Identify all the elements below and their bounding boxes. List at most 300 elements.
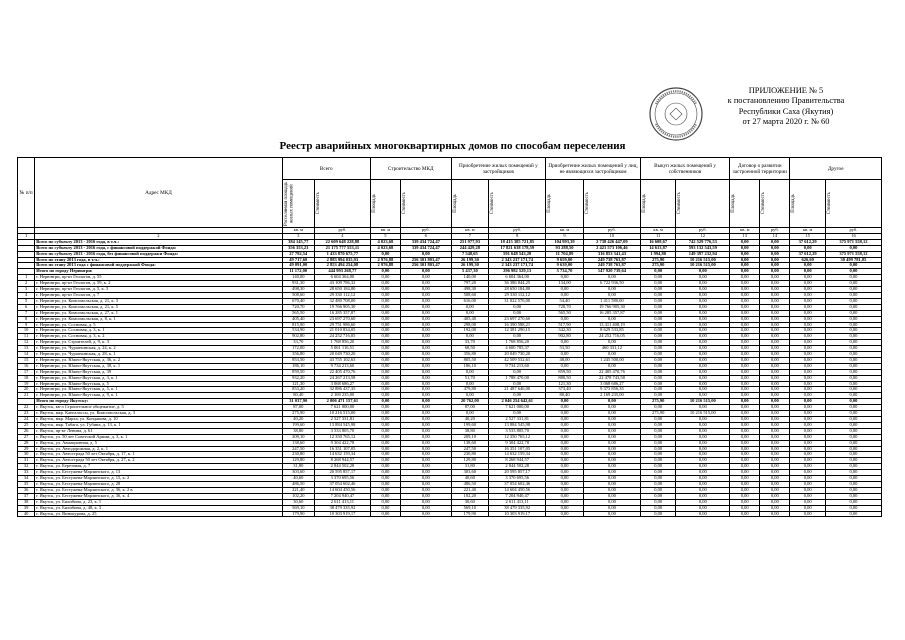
cell-area: 0,00 [640,464,676,470]
row-address: г. Нерюнгри, ул. Южно-Якутская, д. 9, к. 1 [35,393,282,399]
cell-cost: 36 386 844,25 [489,281,546,287]
header-sub: Стоимость [583,180,640,228]
cell-cost: 0,00 [583,340,640,346]
cell-cost: 0,00 [400,340,451,346]
cell-cost: 3 370 695,56 [489,476,546,482]
cell-cost: 0,00 [489,310,546,316]
cell-area: 31 037,90 [282,399,314,405]
cell-area: 0,00 [370,417,400,423]
column-number: 11 [640,233,676,239]
row-number: 14 [18,352,35,358]
header-sub: Стоимость [825,180,881,228]
cell-area: 192,00 [451,328,489,334]
cell-area: 30,60 [282,499,314,505]
cell-area: 87,00 [282,405,314,411]
cell-cost: 2 844 502,28 [489,464,546,470]
row-address: г. Нерюнгри, ул. Сосновая, д. 5 [35,322,282,328]
cell-area: 0,00 [730,322,760,328]
cell-cost: 2 738 426 447,09 [583,239,640,245]
cell-area: 0,00 [546,340,584,346]
cell-area: 0,00 [730,310,760,316]
cell-area: 244 429,28 [451,245,489,251]
cell-area: 0,00 [730,487,760,493]
cell-cost: 0,00 [400,381,451,387]
cell-area: 0,00 [730,352,760,358]
cell-cost: 28 650 184,80 [489,287,546,293]
cell-area: 37 612,29 [790,251,826,257]
cell-area: 0,00 [790,464,826,470]
cell-area: 0,00 [370,481,400,487]
cell-area: 0,00 [640,434,676,440]
cell-area: 209,10 [451,434,489,440]
cell-area: 0,00 [370,304,400,310]
cell-cost: 0,00 [760,434,790,440]
cell-area: 0,00 [451,369,489,375]
column-number: 2 [35,233,282,239]
cell-cost: 0,00 [825,381,881,387]
cell-cost: 0,00 [760,499,790,505]
cell-area: 275,90 [640,263,676,269]
cell-area: 0,00 [370,287,400,293]
cell-area: 0,00 [370,393,400,399]
row-address: г. Якутск, ул. 50 лет Советской Армии, д. 3, к. 1 [35,434,282,440]
cell-cost: 0,00 [676,499,730,505]
cell-area: 9 639,00 [546,263,584,269]
cell-area: 0,00 [370,405,400,411]
header-num: № п/п [18,158,35,228]
cell-cost: 2 883 994 035,93 [314,257,370,263]
header-group: Договор о развитии застроенной территории [730,158,790,180]
cell-cost: 0,00 [676,511,730,517]
row-number: 17 [18,369,35,375]
cell-area: 0,00 [640,428,676,434]
row-address: г. Якутск, ул. Бестужева-Марлинского, д. 36, к. 2 в [35,487,282,493]
cell-area: 0,00 [370,340,400,346]
cell-cost: 0,00 [760,452,790,458]
cell-cost: 19 766 905,30 [583,304,640,310]
cell-area: 0,00 [546,511,584,517]
header-group: Всего [282,158,370,180]
cell-cost: 0,00 [825,464,881,470]
cell-cost: 339 434 724,47 [400,245,451,251]
cell-cost: 0,00 [760,422,790,428]
cell-cost: 0,00 [760,316,790,322]
cell-cost: 3 068 686,27 [314,381,370,387]
cell-area: 121,30 [282,381,314,387]
cell-cost: 0,00 [825,269,881,275]
cell-area: 0,00 [640,476,676,482]
cell-cost: 0,00 [400,399,451,405]
row-address: г. Нерюнгри, ул. Южно-Якутская, д. 39 [35,369,282,375]
cell-area: 0,00 [790,310,826,316]
row-address: г. Якутск, кв-л Строительное общежитие, д. 5 [35,405,282,411]
cell-area: 0,00 [790,387,826,393]
cell-area: 53,50 [546,346,584,352]
table-body [18,239,882,517]
column-number: 12 [676,233,730,239]
row-number: 32 [18,464,35,470]
cell-area: 0,00 [546,464,584,470]
cell-cost: 9 304 422,78 [489,440,546,446]
cell-cost: 20 595 857,17 [489,470,546,476]
cell-cost: 3 533 805,70 [489,428,546,434]
cell-area: 0,00 [730,298,760,304]
cell-area: 48,00 [546,357,584,363]
row-address: г. Нерюнгри, ул. Строителей, д. 9, к. 3 [35,340,282,346]
cell-cost: 0,00 [825,316,881,322]
cell-cost: 8 268 944,57 [489,458,546,464]
cell-area: 0,00 [370,346,400,352]
cell-area: 0,00 [370,281,400,287]
cell-cost: 16 390 588,21 [489,322,546,328]
cell-area: 0,00 [730,263,760,269]
cell-area: 0,00 [370,428,400,434]
cell-cost: 0,00 [489,304,546,310]
cell-cost: 0,00 [583,411,640,417]
cell-cost: 593 132 543,59 [676,245,730,251]
cell-cost: 0,00 [400,363,451,369]
cell-area: 859,50 [282,369,314,375]
cell-area: 0,00 [640,369,676,375]
row-number: 16 [18,363,35,369]
cell-area: 356,80 [451,352,489,358]
cell-area: 0,00 [370,440,400,446]
cell-cost: 0,00 [583,458,640,464]
cell-cost: 0,00 [760,411,790,417]
unit-label: кв. м [451,228,489,234]
cell-area: 0,00 [640,470,676,476]
cell-cost: 0,00 [760,298,790,304]
cell-cost: 29 330 112,12 [489,292,546,298]
row-address: г. Якутск, мкр. Кангалассы, ул. Комсомольская, д. 3 [35,411,282,417]
cell-cost: 147 920 739,64 [583,269,640,275]
cell-cost: 14 632 159,34 [314,452,370,458]
cell-area: 0,00 [640,422,676,428]
row-number: 5 [18,298,35,304]
cell-cost: 0,00 [400,298,451,304]
cell-cost: 0,00 [676,470,730,476]
cell-cost: 2 611 413,11 [314,499,370,505]
header-sub: Расселяемая площадь жилых помещений [282,180,314,228]
cell-cost: 460 331,12 [583,346,640,352]
cell-cost: 0,00 [676,363,730,369]
cell-area: 138,60 [451,440,489,446]
cell-cost: 9 304 422,78 [314,440,370,446]
cell-area: 0,00 [730,275,760,281]
cell-area: 0,00 [730,239,760,245]
cell-cost: 0,00 [400,393,451,399]
cell-cost: 7 621 000,00 [314,405,370,411]
row-number: 37 [18,493,35,499]
cell-cost: 0,00 [583,440,640,446]
cell-area: 0,00 [730,452,760,458]
cell-area: 26 199,30 [451,263,489,269]
cell-area: 0,00 [790,487,826,493]
cell-cost: 0,00 [760,381,790,387]
registry-table [17,157,882,517]
cell-area: 720,70 [282,304,314,310]
row-number: 9 [18,322,35,328]
cell-area: 0,00 [546,434,584,440]
cell-cost: 0,00 [676,505,730,511]
cell-area: 853,50 [282,357,314,363]
header-sub: Стоимость [314,180,370,228]
cell-area: 0,00 [730,257,760,263]
cell-area: 247,50 [451,446,489,452]
cell-area: 0,00 [790,287,826,293]
cell-area: 5 437,30 [451,269,489,275]
cell-cost: 0,00 [676,487,730,493]
unit-label: руб. [314,228,370,234]
cell-cost: 0,00 [760,328,790,334]
cell-cost: 0,00 [760,369,790,375]
cell-area: 0,00 [640,487,676,493]
row-address: г. Нерюнгри, пр-кт Геологов, д. 55 [35,275,282,281]
cell-area: 0,00 [370,499,400,505]
unit-label: кв. м [640,228,676,234]
cell-area: 569,10 [282,505,314,511]
cell-area: 5 734,70 [546,269,584,275]
column-number: 15 [790,233,826,239]
cell-area: 0,00 [640,298,676,304]
cell-area: 275,90 [640,257,676,263]
row-number: 6 [18,304,35,310]
cell-cost: 0,00 [583,287,640,293]
cell-cost: 2 853 494 254,08 [314,263,370,269]
cell-cost: 0,00 [676,493,730,499]
cell-cost: 0,00 [760,446,790,452]
column-number: 5 [370,233,400,239]
cell-cost: 0,00 [676,357,730,363]
cell-area: 0,00 [790,505,826,511]
cell-area: 670,40 [282,298,314,304]
cell-area: 0,00 [730,464,760,470]
cell-cost: 0,00 [583,446,640,452]
row-number: 12 [18,340,35,346]
cell-area: 0,00 [730,334,760,340]
cell-area: 49 091,00 [282,263,314,269]
cell-cost: 7 204 940,47 [489,493,546,499]
cell-cost: 4 600 785,37 [489,346,546,352]
cell-area: 102,20 [282,493,314,499]
cell-cost: 2 343 237 171,74 [489,263,546,269]
cell-area: 0,00 [370,310,400,316]
cell-area: 486,50 [282,481,314,487]
cell-area: 797,20 [451,281,489,287]
cell-cost: 0,00 [760,493,790,499]
cell-cost: 0,00 [760,269,790,275]
cell-area: 0,00 [730,269,760,275]
cell-area: 40,20 [282,417,314,423]
cell-area: 0,00 [370,328,400,334]
cell-cost: 0,00 [400,428,451,434]
cell-area: 0,00 [370,493,400,499]
cell-cost: 32 886 437,35 [314,387,370,393]
cell-cost: 0,00 [583,476,640,482]
cell-area: 14 613,87 [640,245,676,251]
cell-cost: 0,00 [400,287,451,293]
cell-cost: 0,00 [400,511,451,517]
cell-cost: 0,00 [760,481,790,487]
cell-area: 0,00 [730,470,760,476]
cell-area: 33,70 [282,340,314,346]
cell-cost: 0,00 [760,399,790,405]
cell-area: 0,00 [790,357,826,363]
header-group: Выкуп жилых помещений у собственников [640,158,729,180]
cell-cost: 22 405 470,76 [314,369,370,375]
cell-cost: 0,00 [676,387,730,393]
cell-area: 0,00 [546,481,584,487]
cell-area: 0,00 [730,393,760,399]
cell-area: 534,90 [282,328,314,334]
cell-cost: 0,00 [825,499,881,505]
cell-cost: 16 285 357,87 [583,310,640,316]
cell-cost: 0,00 [825,493,881,499]
cell-area: 0,00 [790,399,826,405]
cell-cost: 0,00 [400,481,451,487]
cell-cost: 0,00 [676,434,730,440]
cell-area: 0,00 [790,434,826,440]
cell-cost: 339 434 724,47 [400,239,451,245]
cell-cost: 17 821 638 178,59 [489,245,546,251]
cell-area: 0,00 [451,393,489,399]
cell-cost: 19 766 905,30 [314,304,370,310]
cell-cost: 29 751 986,60 [314,322,370,328]
cell-cost: 0,00 [676,346,730,352]
cell-area: 31,80 [451,464,489,470]
cell-area: 0,00 [370,470,400,476]
cell-cost: 0,00 [676,304,730,310]
cell-cost: 0,00 [489,393,546,399]
cell-area: 0,00 [640,281,676,287]
cell-area: 0,00 [640,304,676,310]
cell-area: 186,10 [282,363,314,369]
cell-cost: 0,00 [400,470,451,476]
row-address: г. Якутск, ул. Билибина, д. 48, к. 3 [35,505,282,511]
row-address: г. Якутск, ул. Автострада 50 лет Октября, д. 27, к. 2 [35,458,282,464]
cell-area: 0,00 [451,310,489,316]
cell-cost: 0,00 [760,387,790,393]
cell-area: 805,50 [451,357,489,363]
cell-area: 0,00 [640,446,676,452]
appendix-line: от 27 марта 2020 г. № 60 [742,117,830,127]
cell-area: 0,00 [370,446,400,452]
row-number: 2 [18,281,35,287]
cell-area: 0,00 [370,292,400,298]
cell-area: 40,20 [451,417,489,423]
cell-cost: 0,00 [400,387,451,393]
cell-cost: 7 621 000,00 [489,405,546,411]
row-number: 13 [18,346,35,352]
cell-area: 0,00 [730,440,760,446]
cell-area: 0,00 [640,316,676,322]
row-address: Всего по субъекту 2013 - 2016 года, с финансовой поддержкой Фонда: [35,245,282,251]
cell-cost: 0,00 [676,405,730,411]
cell-cost: 0,00 [400,357,451,363]
cell-cost: 0,00 [583,316,640,322]
cell-area: 0,00 [730,422,760,428]
cell-cost: 0,00 [583,352,640,358]
cell-area: 0,00 [730,369,760,375]
column-number: 13 [730,233,760,239]
cell-cost: 0,00 [676,310,730,316]
cell-area: 0,00 [730,446,760,452]
cell-area: 932,20 [282,375,314,381]
cell-cost: 742 529 776,53 [676,239,730,245]
cell-cost: 0,00 [760,310,790,316]
cell-area: 0,00 [640,393,676,399]
cell-area: 0,00 [730,458,760,464]
cell-cost: 0,00 [676,281,730,287]
row-number: 8 [18,316,35,322]
cell-cost: 0,00 [400,493,451,499]
row-number: 22 [18,405,35,411]
cell-cost: 0,00 [676,352,730,358]
cell-cost: 0,00 [400,417,451,423]
cell-cost: 0,00 [825,322,881,328]
cell-area: 209,10 [282,434,314,440]
cell-area: 80,40 [282,393,314,399]
cell-area: 0,00 [451,381,489,387]
cell-cost: 0,00 [760,357,790,363]
cell-cost: 38 479 335,92 [314,505,370,511]
cell-cost: 20 049 730,20 [314,352,370,358]
cell-cost: 0,00 [400,328,451,334]
cell-area: 0,00 [730,405,760,411]
cell-cost: 0,00 [760,245,790,251]
cell-cost: 10 303 919,17 [314,511,370,517]
cell-cost: 0,00 [676,275,730,281]
cell-cost: 0,00 [825,304,881,310]
row-number: 10 [18,328,35,334]
cell-cost: 0,00 [400,281,451,287]
cell-cost: 2 844 502,28 [314,464,370,470]
cell-cost: 2 169 235,00 [314,393,370,399]
cell-cost: 0,00 [825,428,881,434]
cell-area: 0,00 [730,251,760,257]
cell-area: 0,00 [640,499,676,505]
cell-cost: 0,00 [583,363,640,369]
row-number: 25 [18,422,35,428]
cell-area: 1 994,80 [640,251,676,257]
cell-area: 0,00 [546,505,584,511]
cell-area: 179,90 [451,511,489,517]
cell-area: 0,00 [730,417,760,423]
cell-cost: 0,00 [825,452,881,458]
cell-area: 0,00 [730,363,760,369]
row-number: 30 [18,452,35,458]
cell-cost: 0,00 [676,417,730,423]
cell-area: 104 993,39 [546,239,584,245]
cell-area: 0,00 [640,440,676,446]
cell-cost: 0,00 [583,481,640,487]
cell-area: 0,00 [640,493,676,499]
cell-cost: 296 982 529,13 [489,269,546,275]
row-address: г. Нерюнгри, пр-кт Геологов, д. 7 [35,292,282,298]
cell-area: 0,00 [790,428,826,434]
cell-area: 0,00 [546,316,584,322]
cell-area: 0,00 [546,470,584,476]
cell-area: 2 976,88 [370,257,400,263]
cell-area: 0,00 [790,511,826,517]
cell-cost: 18 415 385 721,85 [489,239,546,245]
cell-area: 0,00 [370,322,400,328]
cell-area: 0,00 [370,363,400,369]
row-address: г. Якутск, ул. Бестужева-Марлинского, д. 28 [35,481,282,487]
cell-cost: 0,00 [400,346,451,352]
cell-area: 0,00 [370,334,400,340]
row-address: г. Якутск, ул. Бестужева-Марлинского, д. 13 [35,470,282,476]
